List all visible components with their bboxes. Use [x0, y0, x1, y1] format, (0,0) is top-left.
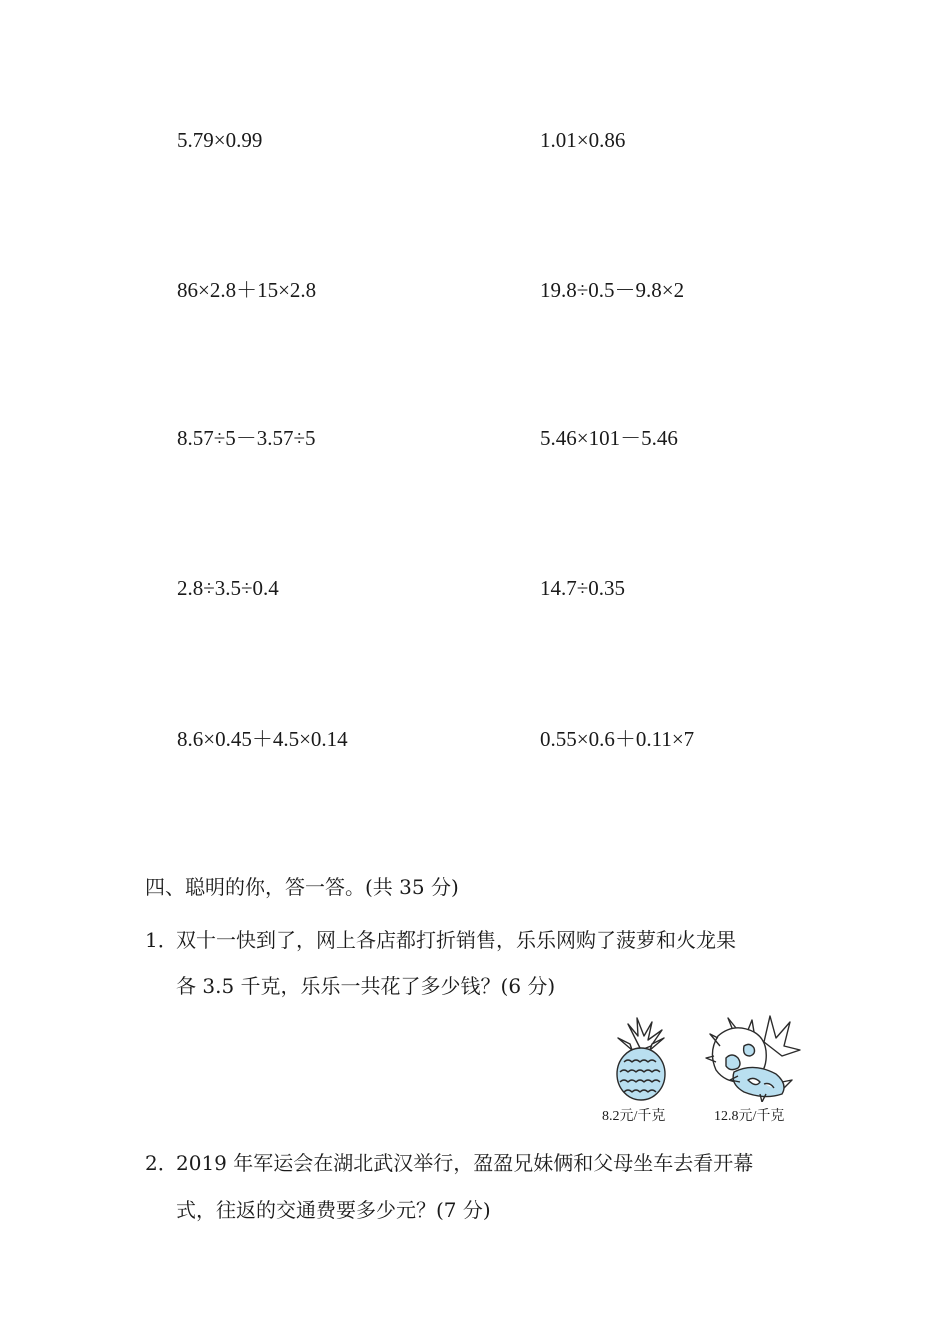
exercise-4-right: 14.7÷0.35	[540, 576, 626, 600]
question-1-line-2: 各 3.5 千克，乐乐一共花了多少钱？(6 分)	[176, 974, 556, 998]
section-title: 四、聪明的你，答一答。(共 35 分)	[145, 875, 459, 899]
question-1-line-1: 双十一快到了，网上各店都打折销售，乐乐网购了菠萝和火龙果	[176, 928, 736, 952]
exercise-3-right: 5.46×101－5.46	[540, 426, 678, 450]
exercise-4-left: 2.8÷3.5÷0.4	[177, 576, 279, 600]
exercise-2-left: 86×2.8＋15×2.8	[177, 278, 317, 302]
exercise-1-right: 1.01×0.86	[540, 128, 626, 152]
exercise-3-left: 8.57÷5－3.57÷5	[177, 426, 316, 450]
dragon-fruit-illustration	[704, 1012, 804, 1106]
exercise-1-left: 5.79×0.99	[177, 128, 263, 152]
pineapple-price: 8.2元/千克	[602, 1109, 666, 1124]
exercise-5-left: 8.6×0.45＋4.5×0.14	[177, 727, 348, 751]
pineapple-icon	[608, 1016, 674, 1102]
exercise-5-right: 0.55×0.6＋0.11×7	[540, 727, 695, 751]
question-1-number: 1．	[145, 928, 178, 952]
question-2-line-1: 2019 年军运会在湖北武汉举行，盈盈兄妹俩和父母坐车去看开幕	[176, 1151, 754, 1175]
exercise-2-right: 19.8÷0.5－9.8×2	[540, 278, 685, 302]
question-2-line-2: 式，往返的交通费要多少元？(7 分)	[176, 1198, 491, 1222]
dragon-fruit-icon	[704, 1012, 804, 1102]
question-2-number: 2．	[145, 1151, 178, 1175]
pineapple-illustration	[608, 1016, 674, 1106]
dragon-fruit-price: 12.8元/千克	[714, 1109, 785, 1124]
